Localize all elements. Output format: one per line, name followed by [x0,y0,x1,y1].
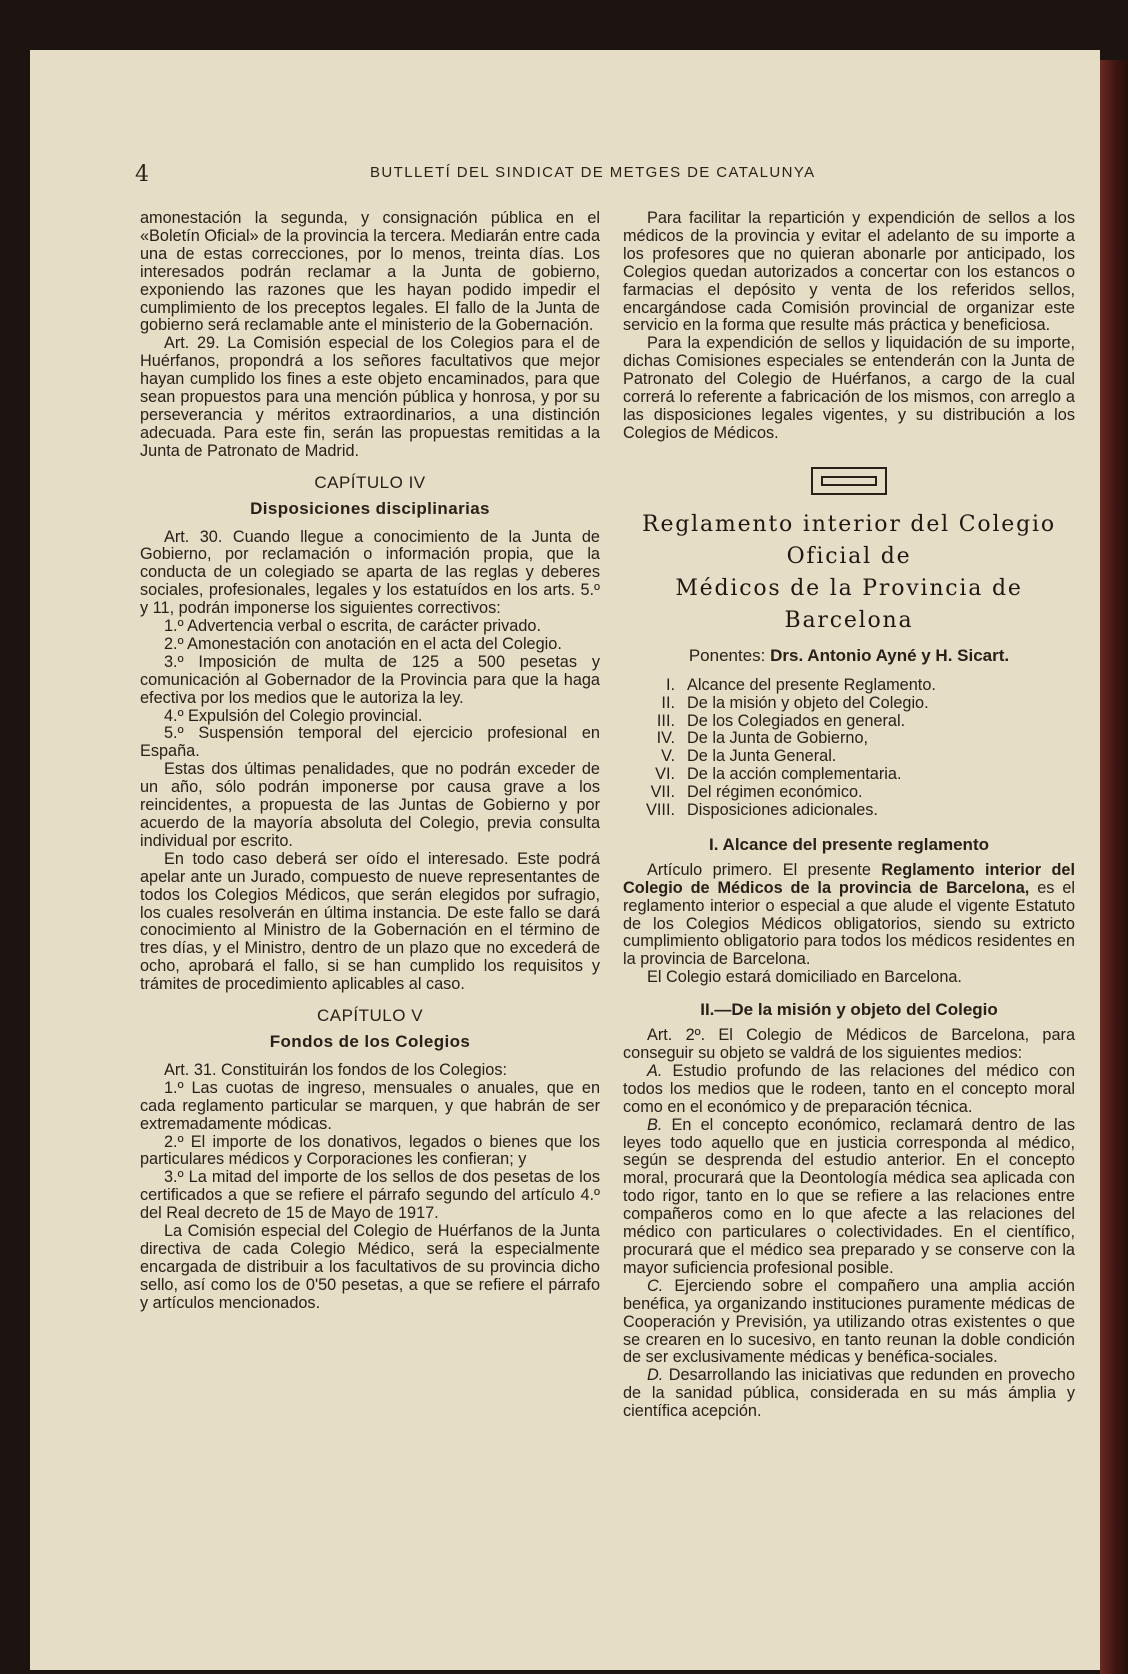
book-edge [1100,60,1128,1674]
item-c [623,1278,1075,1368]
article-2: Art. 2º. El Colegio de Médicos de Barcelona, para conseguir su objeto se valdrá de los siguientes medios: [623,1026,1075,1062]
list-item: 1.º Las cuotas de ingreso, mensuales o anuales, que en cada reglamento particular se marquen, y que habrán de ser extremadamente módicas. [140,1078,600,1133]
toc-text: Disposiciones adicionales. [687,801,878,820]
article-1-bold: Reglamento interior del Colegio de Médicos de la provincia de Barcelona, [623,860,1075,897]
item-letter: B. [647,1115,663,1134]
ornament-divider [811,467,887,495]
page-number: 4 [135,162,149,187]
paragraph: La Comisión especial del Colegio de Huérfanos de la Junta directiva de cada Colegio Médico, será la especialmente encargada de distribuir a los facultativos de su provincia dicho sello, así como los de 0'50 pesetas, a que se refiere el párrafo y artículos mencionados. [140,1222,600,1312]
item-letter: C. [647,1276,664,1295]
toc-text: Alcance del presente Reglamento. [687,675,936,694]
paragraph: El Colegio estará domiciliado en Barcelona. [647,968,962,987]
toc-item [623,677,1075,695]
toc-text: De la Junta de Gobierno, [687,729,869,748]
toc-item [623,748,1075,766]
item-b [623,1117,1075,1278]
section-heading: I. Alcance del presente reglamento [709,834,989,854]
toc-text: De la Junta General. [687,747,837,766]
toc-number: II. [661,693,675,712]
list-item: 3.º La mitad del importe de los sellos de dos pesetas de los certificados a que se refiere el párrafo segundo del artículo 4.º del Real decreto de 15 de Mayo de 1917. [140,1168,600,1223]
item-d [623,1367,1075,1421]
article-29: Art. 29. La Comisión especial de los Colegios para el de Huérfanos, propondrá a los señores facultativos que mejor hayan cumplido los fines a este objeto encaminados, para que sean propuestos para una mención pública y honrosa, y por su perseverancia y méritos extraordinarios, a una distinción adecuada. Para este fin, serán las propuestas remitidas a la Junta de Patronato de Madrid. [140,334,600,460]
toc-number: IV. [656,729,675,748]
list-item: 2.º El importe de los donativos, legados o bienes que los particulares médicos y Corporaciones les confieran; y [140,1132,600,1169]
ponentes-label: Ponentes: [688,645,766,665]
toc-number: VI. [655,765,675,784]
toc-number: I. [665,675,675,694]
list-item: 4.º Expulsión del Colegio provincial. [164,706,423,725]
paragraph: Para facilitar la repartición y expendición de sellos a los médicos de la provincia y evitar el adelanto de su importe a los profesores que no quieran abonarle por anticipado, los Colegios quedan autorizados a concertar con los estancos o farmacias el depósito y venta de los referidos sellos, encargándose cada Comisión provincial de organizar este servicio en la forma que resulte más práctica y beneficiosa. [623,209,1075,335]
toc-text: De los Colegiados en general. [687,711,906,730]
toc-item [623,766,1075,784]
toc-number: VII. [650,783,675,802]
toc-item [623,730,1075,748]
chapter-subtitle: Fondos de los Colegios [269,1031,471,1051]
toc-number: III. [656,711,675,730]
toc-text: De la acción complementaria. [687,765,902,784]
ponentes [623,647,1075,665]
right-column [623,210,1075,1421]
article-1 [623,862,1075,969]
article-30: Art. 30. Cuando llegue a conocimiento de la Junta de Gobierno, por reclamación o información propia, que la conducta de un colegiado se aparta de las reglas y deberes sociales, profesionales, legales y los estatuídos en los arts. 5.º y 11, podrán imponerse los siguientes correctivos: [140,527,600,618]
document-title-line2: Médicos de la Provincia de Barcelona [675,575,1023,633]
document-title-line1: Reglamento interior del Colegio Oficial de [642,511,1056,569]
item-a [623,1063,1075,1117]
list-item: 3.º Imposición de multa de 125 a 500 pesetas y comunicación al Gobernador de la Provincia para que la haga efectiva por los medios que le autoriza la ley. [140,652,600,707]
toc-item [623,802,1075,820]
left-column [140,210,600,1313]
item-letter: A. [647,1061,663,1080]
item-text: En el concepto económico, reclamará dentro de las leyes todo aquello que en justicia corresponda al médico, según se desprenda del estudio anterior. En el concepto moral, procurará que la Deontología médica sea aplicada con todo rigor, tanto en lo que se refiere a las relaciones entre compañeros como en lo que afecte a las relaciones del médico con particulares o colectividades. En el científico, procurará que el médico sea preparado y se conserve con la mayor suficiencia profesional posible. [623,1115,1075,1277]
toc-item [623,713,1075,731]
item-text: Desarrollando las iniciativas que redunden en provecho de la sanidad pública, considerada en su más ámplia y científica acepción. [623,1366,1075,1421]
chapter-subtitle: Disposiciones disciplinarias [250,498,490,518]
toc-number: V. [661,747,675,766]
paragraph: En todo caso deberá ser oído el interesado. Este podrá apelar ante un Jurado, compuesto de nueve representantes de todos los Colegios Médicos, que serán elegidos por sufragio, los cuales resolverán en última instancia. De este fallo se dará conocimiento al Ministro de la Gobernación en el término de tres días, y el Ministro, dentro de un plazo que no excederá de ocho, aprobará el fallo, si se han cumplido los requisitos y trámites de procedimiento aplicables al caso. [140,849,600,994]
list-item: 1.º Advertencia verbal o escrita, de carácter privado. [164,617,541,636]
chapter-heading: CAPÍTULO IV [314,472,426,492]
ponentes-names: Drs. Antonio Ayné y H. Sicart. [770,645,1010,665]
list-item: 5.º Suspensión temporal del ejercicio profesional en España. [140,724,600,761]
toc-number: VIII. [646,801,675,820]
toc-item [623,695,1075,713]
item-text: Estudio profundo de las relaciones del médico con todos los medios que le rodeen, tanto en el concepto moral como en el económico y de preparación técnica. [623,1061,1075,1116]
paragraph: Estas dos últimas penalidades, que no podrán exceder de un año, sólo podrán imponerse por causa grave a los reincidentes, a propuesta de las Juntas de Gobierno y por acuerdo de la mayoría absoluta del Colegio, previa consulta individual por escrito. [140,760,600,850]
table-of-contents [623,677,1075,820]
article-31: Art. 31. Constituirán los fondos de los Colegios: [164,1060,507,1079]
toc-text: De la misión y objeto del Colegio. [687,693,929,712]
item-text: Ejerciendo sobre el compañero una amplia acción benéfica, ya organizando instituciones puramente médicas de Cooperación y Previsión, ya utilizando otras existentes o que se crearen en lo sucesivo, en tanto reunan la doble condición de ser exclusivamente médicas y benéfica-sociales. [623,1276,1075,1367]
section-heading: II.—De la misión y objeto del Colegio [700,1000,998,1020]
toc-item [623,784,1075,802]
article-1-intro: Artículo primero. El presente [647,860,871,879]
running-header: BUTLLETÍ DEL SINDICAT DE METGES DE CATALUNYA [370,164,816,181]
toc-text: Del régimen económico. [687,783,863,802]
paragraph: Para la expendición de sellos y liquidación de su importe, dichas Comisiones especiales se entenderán con la Junta de Patronato del Colegio de Huérfanos, a cargo de la cual correrá lo referente a fabricación de los mismos, con arreglo a las disposiciones legales vigentes, y su distribución a los Colegios de Médicos. [623,334,1075,442]
chapter-heading: CAPÍTULO V [316,1006,424,1026]
article-1-rest: es el reglamento interior o especial a que alude el vigente Estatuto de los Colegios Médicos obligatorios, siendo su extricto cumplimiento obligatorio para todos los médicos residentes en la provincia de Barcelona. [623,878,1075,969]
item-letter: D. [647,1366,664,1385]
paragraph: amonestación la segunda, y consignación pública en el «Boletín Oficial» de la provincia la tercera. Mediarán entre cada una de estas correcciones, por lo menos, treinta días. Los interesados podrán reclamar a la Junta de gobierno, exponiendo las razones que les hayan podido impedir el cumplimiento de los preceptos legales. El fallo de la Junta de gobierno será reclamable ante el ministerio de la Gobernación. [140,209,600,335]
list-item: 2.º Amonestación con anotación en el acta del Colegio. [164,634,562,653]
